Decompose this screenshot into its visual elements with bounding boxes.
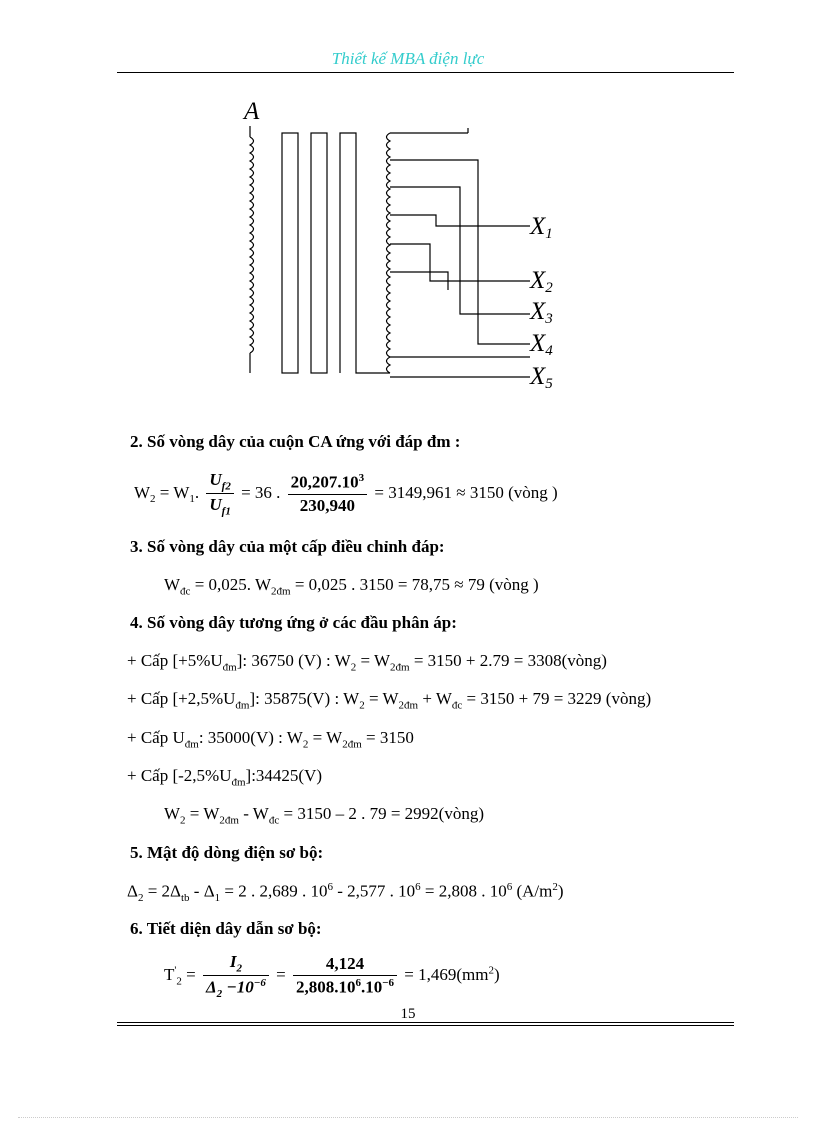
core-limb-right [340,133,390,373]
tap-line-nominal: + Cấp $U_{đm}$: 35000(V) : $W_2 = W_{2đm} = 3150$ [127,728,414,751]
cross-section-fraction: $\frac{4,124}{2,808.10^6.10^{-6}}$ [293,954,397,998]
section-3-heading: 3. Số vòng dây của một cấp điều chỉnh đáp: [130,537,445,556]
section-4-heading: 4. Số vòng dây tương ứng ở các đầu phân áp: [130,613,457,632]
tap-label-x2: X2 [530,267,553,296]
tap-line-minus2-5-result: $W_2 = W_{2đm} - W_{đc} = 3150 - 2$ . 79 = 2992(vòng) [164,804,484,827]
tap-line-plus5: + Cấp $[+5\%U_{đm}]$: 36750 (V) : $W_2 = W_{2đm} = 3150 + 2.79$ = 3308(vòng) [127,651,607,674]
section-5-heading: 5. Mật độ dòng điện sơ bộ: [130,843,324,862]
header-rule [117,72,734,73]
tap-label-x3: X3 [530,298,553,327]
section-3-equation: $W_{đc} = 0,025$. $W_{2đm} = 0,025$ . 3150 = 78,75 ≈ 79 (vòng ) [164,575,539,598]
page-number: 15 [400,1006,416,1022]
section-5-equation: $\Delta_2 = 2\Delta_{tb} - \Delta_1 = 2$ . 2,689 . $10^6 - 2,577$ . $10^6 = 2,808$ . $10^6$ $(A/m^2)$ [127,881,564,905]
primary-coil [250,137,254,353]
tap-lead-2 [390,187,530,314]
transformer-winding-diagram [230,92,570,397]
header-title: Thiết kế MBA điện lực [331,49,485,68]
tap-line-minus2-5: + Cấp $[-2,5\%U_{đm}]:34425(V)$ [127,766,323,789]
value-fraction: $\frac{20,207.10^3}{230,940}$ [288,472,368,516]
tap-label-x4: X4 [530,330,553,359]
tap-line-plus2-5: + Cấp $[+2,5\%U_{đm}]$: 35875(V) : $W_2 = W_{2đm} + W_{đc} = 3150 + 79 = 3229$ (vòng) [127,689,652,712]
core-limb-left [282,133,298,373]
secondary-coil [387,133,391,373]
footer-rule-double [117,1025,734,1026]
section-6-equation: $T'_2$ = $\frac{I_2}{\Delta_2 -10^{-6}}$ = $\frac{4,124}{2,808.10^6.10^{-6}}$ = $1,469(mm^2)$ [164,952,500,1001]
section-6-heading: 6. Tiết diện dây dẫn sơ bộ: [130,919,322,938]
tap-label-x1: X1 [530,213,553,242]
ratio-fraction: $\frac{U_{f2}}{U_{f1}}$ [206,470,233,518]
section-2-heading: 2. Số vòng dây của cuộn CA ứng với đáp đm : [130,432,461,451]
tap-label-x5: X5 [530,363,553,392]
core-limb-middle [311,133,327,373]
footer-rule [117,1022,734,1023]
section-2-equation: $W_2 = W_1$. $\frac{U_{f2}}{U_{f1}}$ = 36 . $\frac{20,207.10^3}{230,940}$ = 3149,961 ≈ 3150 (vòng ) [134,470,558,518]
page-bottom-edge [18,1117,798,1118]
current-fraction: $\frac{I_2}{\Delta_2 -10^{-6}}$ [203,952,269,1000]
tap-labels [529,213,553,392]
terminal-a-label: A [244,98,260,125]
